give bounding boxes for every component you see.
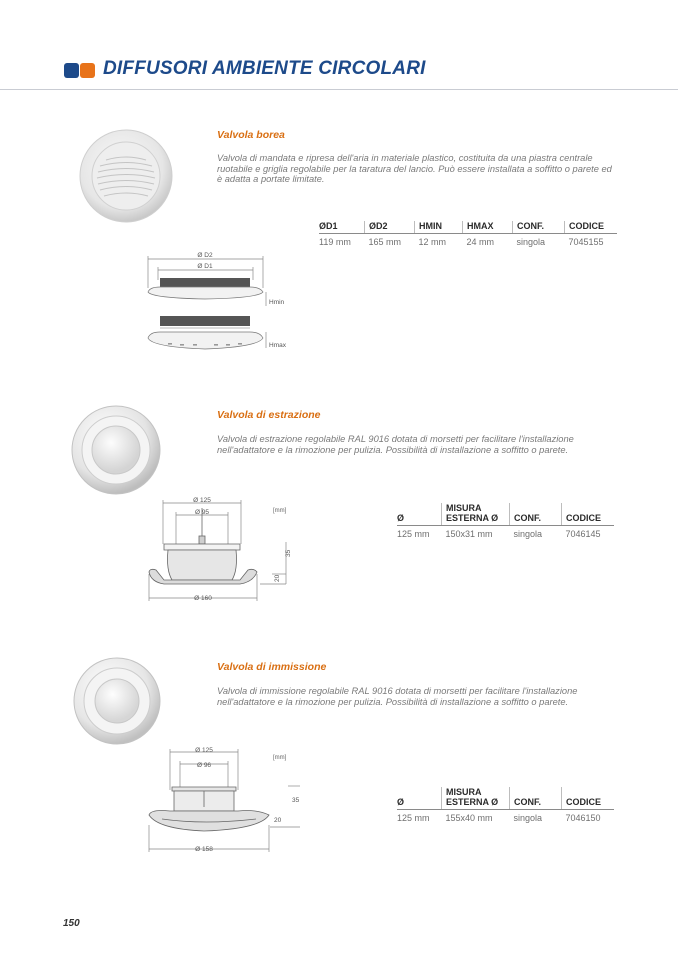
spec-table [397,503,614,539]
page-number: 150 [63,918,80,929]
header-divider [0,89,678,90]
dimension-label: Ø 160 [194,595,212,602]
table-cell: 125 mm [397,529,430,539]
column-header: CODICE [565,221,618,234]
column-header: CONF. [510,503,562,526]
section-description: Valvola di mandata e ripresa dell'aria in materiale plastico, costituita da una piastra centrale ruotabile e griglia regolabile per la taratura del lancio. Può essere installata a soffitto o parete ed è adatta a portate limitate. [217,153,612,185]
valvola-borea-drawing [138,248,298,360]
dimension-label: Ø D2 [197,252,213,259]
column-header: CONF. [510,787,562,810]
section-title: Valvola borea [217,129,285,141]
column-header: ØD1 [319,221,365,234]
spec-table [319,221,617,247]
dimension-label: 20 [274,817,282,824]
page-title: DIFFUSORI AMBIENTE CIRCOLARI [103,58,426,79]
column-header: CODICE [562,787,615,810]
table-cell: 150x31 mm [445,529,493,539]
table-row [319,234,617,248]
table-cell: 165 mm [368,237,402,247]
valvola-immissione-drawing [140,745,300,857]
dimension-label: Ø 125 [193,497,211,504]
dimension-label: Hmin [269,299,285,306]
dimension-label: 35 [292,797,300,804]
table-cell: 155x40 mm [445,813,493,823]
table-cell: 125 mm [397,813,430,823]
unit-label: [mm] [273,755,287,761]
section-description: Valvola di estrazione regolabile RAL 9016 dotata di morsetti per facilitare l'installazione nell'adattatore e la rimozione per pulizia. Possibilità di installazione a soffitto o parete. [217,434,574,455]
dimension-label: Ø 125 [195,747,213,754]
column-header: HMIN [415,221,463,234]
table-cell: singola [513,529,543,539]
section-title: Valvola di immissione [217,661,327,673]
dimension-label: Hmax [269,342,286,349]
column-header: CODICE [562,503,615,526]
column-header: Ø [397,503,442,526]
table-cell: 12 mm [418,237,447,247]
table-cell: 7046145 [565,529,601,539]
dimension-label: Ø D1 [197,263,213,270]
column-header: MISURA ESTERNA Ø [442,503,510,526]
dimension-label: Ø 96 [196,762,212,769]
spec-table [397,787,614,823]
unit-label: [mm] [273,508,287,514]
column-header: HMAX [463,221,513,234]
table-cell: singola [516,237,546,247]
valvola-estrazione-photo [70,404,162,496]
dimension-label: 35 [285,549,292,557]
valvola-borea-photo [76,126,176,226]
table-cell: 119 mm [319,237,351,247]
column-header: MISURA ESTERNA Ø [442,787,510,810]
table-cell: 24 mm [466,237,495,247]
column-header: CONF. [513,221,565,234]
brand-square-orange-icon [80,63,95,78]
table-cell: 7045155 [568,237,604,247]
dimension-label: Ø 95 [194,509,210,516]
table-cell: singola [513,813,543,823]
valvola-estrazione-drawing [140,494,300,606]
column-header: ØD2 [365,221,415,234]
dimension-label: Ø 158 [195,846,213,853]
brand-square-blue-icon [64,63,79,78]
dimension-label: 20 [274,574,281,582]
column-header: Ø [397,787,442,810]
table-cell: 7046150 [565,813,601,823]
valvola-immissione-photo [72,656,162,746]
section-title: Valvola di estrazione [217,409,321,421]
section-description: Valvola di immissione regolabile RAL 9016 dotata di morsetti per facilitare l'installazione nell'adattatore e la rimozione per pulizia. Possibilità di installazione a soffitto o parete. [217,686,578,707]
table-row [397,810,614,824]
table-row [397,526,614,540]
